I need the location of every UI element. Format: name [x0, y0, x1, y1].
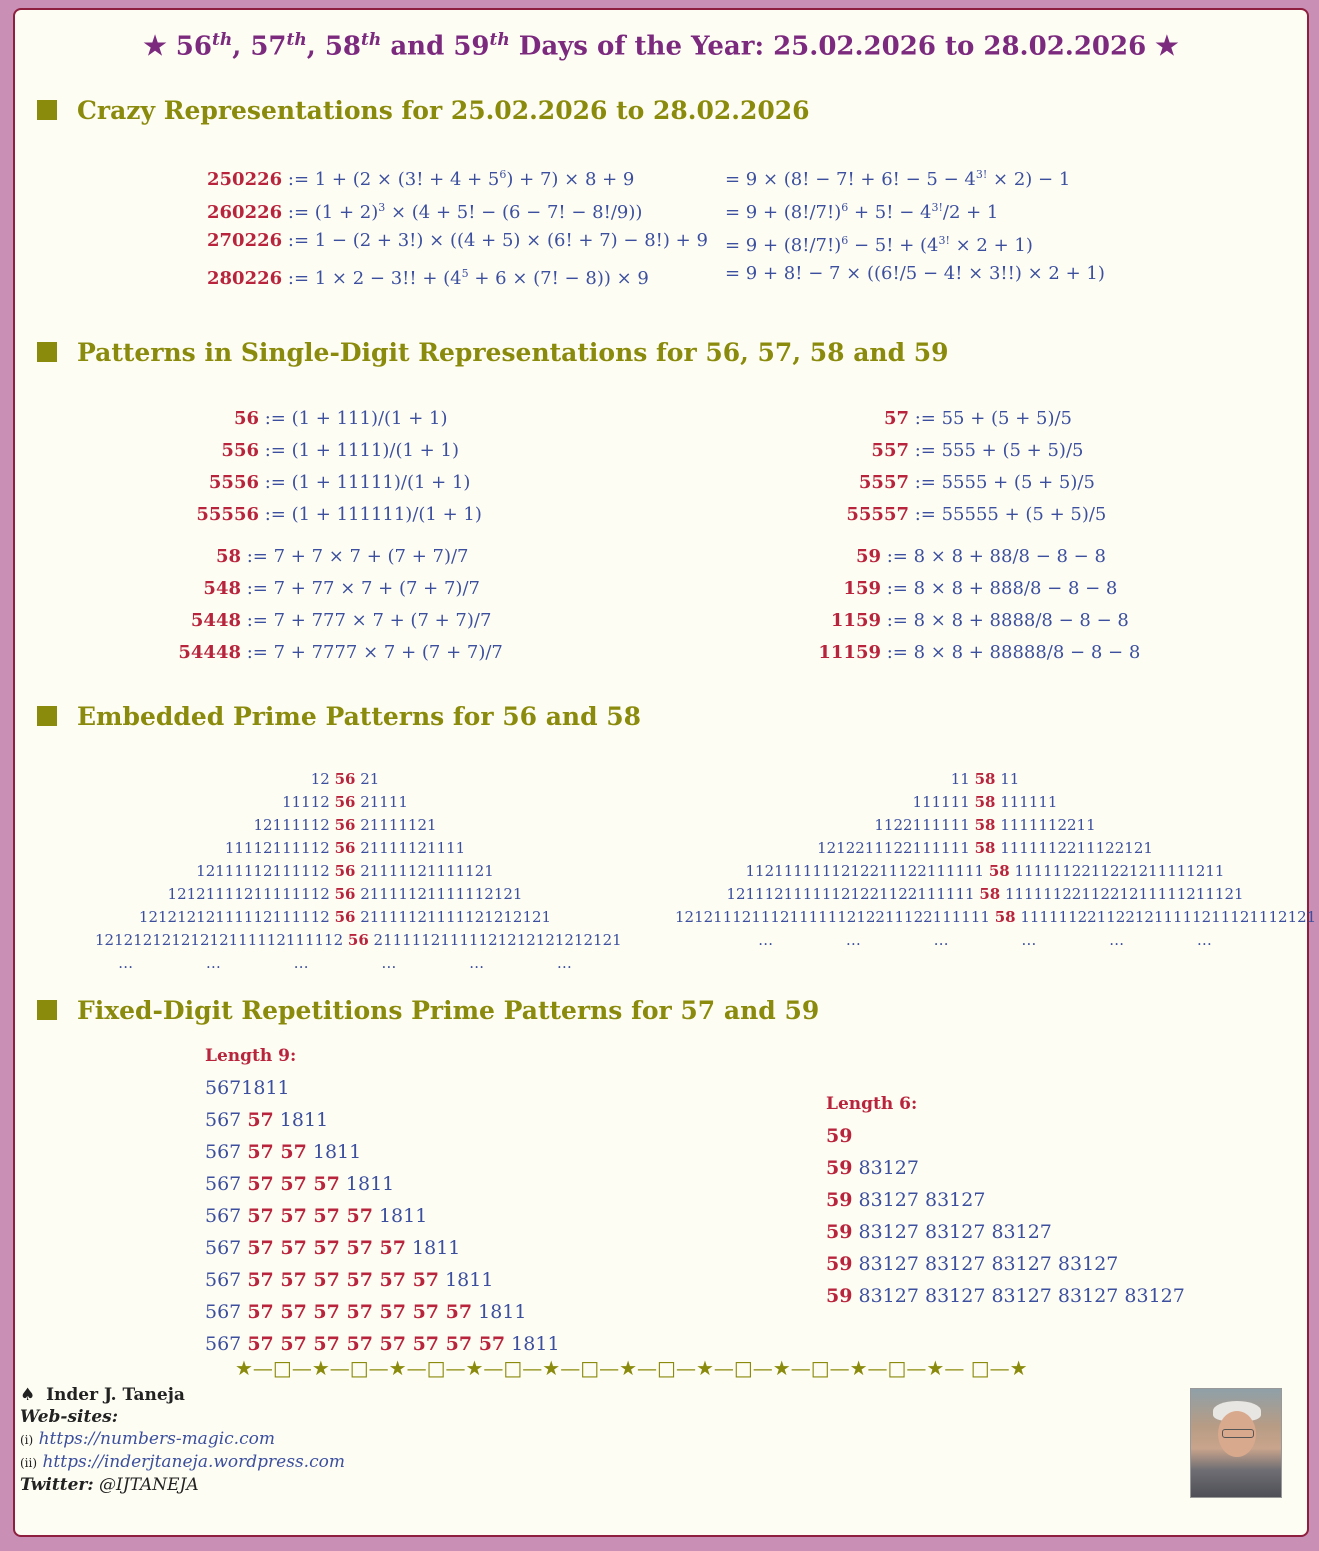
pattern-expression: := 8 × 8 + 88888/8 − 8 − 8: [881, 642, 1141, 663]
pattern-row: [825, 435, 1106, 467]
repeated-digits: 57 57 57 57 57 57: [247, 1269, 440, 1291]
pattern-row: [805, 605, 1140, 637]
pattern-expression: := 7 + 7 × 7 + (7 + 7)/7: [241, 546, 469, 567]
fixed-length-6: [826, 1088, 1185, 1312]
section-heading-crazy: Crazy Representations for 25.02.2026 to 28.02.2026: [37, 96, 810, 125]
repetition-row: 567 57 57 1811: [205, 1141, 362, 1163]
pattern-expression: := 5555 + (5 + 5)/5: [909, 472, 1095, 493]
square-bullet-icon: [37, 100, 57, 120]
embedded-row: 11 58 11: [950, 770, 1020, 788]
crazy-rhs: = 9 × (8! − 7! + 6! − $5 - 4^{3!} \times 2) - 1$: [725, 168, 1071, 190]
repetition-row: 59 83127 83127 83127 83127: [826, 1253, 1119, 1275]
square-bullet-icon: [37, 1000, 57, 1020]
embedded-pattern-58: [675, 768, 1317, 952]
crazy-number: 250226: [207, 169, 283, 190]
pattern-row: [165, 573, 503, 605]
embedded-row: 12 56 21: [310, 770, 380, 788]
crazy-rhs: = $9 + (8!/7!)^6 + 5$! − $4^{3!}/2 + 1$: [725, 201, 999, 223]
embedded-row: 111111 58 111111: [912, 793, 1058, 811]
star-icon: ★: [143, 31, 167, 62]
embedded-center: 56: [334, 793, 356, 811]
pattern-expression: := 7 + 77 × 7 + (7 + 7)/7: [241, 578, 480, 599]
pattern-expression: := 555 + (5 + 5)/5: [909, 440, 1084, 461]
repetition-row: 59 83127: [826, 1157, 919, 1179]
pattern-row: [165, 541, 503, 573]
pattern-number: 1159: [830, 610, 881, 631]
pattern-number: 55557: [846, 504, 909, 525]
prime-prefix: 59: [826, 1253, 853, 1275]
page-card: [13, 8, 1317, 1537]
pattern-row: [805, 541, 1140, 573]
length-9-label: Length 9:: [205, 1046, 297, 1066]
pattern-expression: := (1 + 111)/(1 + 1): [259, 408, 448, 429]
prime-prefix: 59: [826, 1125, 853, 1147]
prime-prefix: 59: [826, 1189, 853, 1211]
pattern-number: 56: [233, 408, 259, 429]
embedded-center: 56: [334, 816, 356, 834]
repeated-digits: 57 57: [247, 1141, 307, 1163]
embedded-center: 56: [334, 770, 356, 788]
repetition-row: 567 57 57 57 1811: [205, 1173, 395, 1195]
prime-prefix: 59: [826, 1221, 853, 1243]
embedded-center: 56: [334, 885, 356, 903]
pattern-row: [805, 573, 1140, 605]
repetition-row: 567 57 57 57 57 57 57 1811: [205, 1269, 494, 1291]
section-heading-patterns: Patterns in Single-Digit Representations for 56, 57, 58 and 59: [37, 338, 949, 367]
website-link-1[interactable]: https://numbers-magic.com: [38, 1429, 275, 1449]
websites-label: Web-sites:: [20, 1407, 119, 1427]
page-title: ★ 56th, 57th, 58th and 59th Days of the Year: 25.02.2026 to 28.02.2026 ★: [143, 30, 1179, 62]
crazy-row: [207, 158, 1071, 191]
crazy-lhs: 280226 := 1 × 2 − 3!! + ($4^5 + 6 \times (7$! − 8)) × 9: [207, 267, 649, 289]
prime-prefix: 59: [826, 1285, 853, 1307]
pattern-row: [165, 435, 482, 467]
prime-prefix: 59: [826, 1157, 853, 1179]
patterns-57: [825, 403, 1106, 531]
pattern-expression: := 7 + 7777 × 7 + (7 + 7)/7: [241, 642, 503, 663]
embedded-center: 58: [974, 816, 996, 834]
embedded-row: 11112111112 56 21111121111: [224, 839, 466, 857]
pattern-row: [165, 467, 482, 499]
repetition-row: 59 83127 83127 83127: [826, 1221, 1052, 1243]
embedded-pattern-56: [95, 768, 622, 975]
embedded-center: 58: [979, 885, 1001, 903]
pattern-expression: := 55 + (5 + 5)/5: [909, 408, 1073, 429]
embedded-center: 58: [974, 770, 996, 788]
pattern-expression: := 8 × 8 + 8888/8 − 8 − 8: [881, 610, 1129, 631]
section-heading-fixed: Fixed-Digit Repetitions Prime Patterns for 57 and 59: [37, 996, 819, 1025]
patterns-59: [805, 541, 1140, 669]
embedded-row: 12121212121212111112111112 56 21111121111121212121212121: [95, 931, 622, 949]
twitter-handle[interactable]: @IJTANEJA: [99, 1475, 199, 1495]
pattern-number: 58: [215, 546, 241, 567]
embedded-center: 56: [334, 839, 356, 857]
spade-icon: ♠: [20, 1385, 36, 1405]
embedded-row: 1122111111 58 1111112211: [874, 816, 1096, 834]
embedded-row: 12111211111121221122111111 58 1111112211221211111211121: [726, 885, 1244, 903]
pattern-expression: := (1 + 1111)/(1 + 1): [259, 440, 459, 461]
ellipsis: … … … … … …: [758, 931, 1212, 949]
pattern-expression: := (1 + 11111)/(1 + 1): [259, 472, 471, 493]
embedded-center: 56: [347, 931, 369, 949]
star-icon: ★: [1155, 31, 1179, 62]
repetition-row: 567 57 57 57 57 57 57 57 1811: [205, 1301, 527, 1323]
repetition-row: 567 57 57 57 57 1811: [205, 1205, 428, 1227]
pattern-number: 5557: [858, 472, 909, 493]
section-heading-embedded: Embedded Prime Patterns for 56 and 58: [37, 702, 641, 731]
patterns-56: [165, 403, 482, 531]
embedded-center: 56: [334, 908, 356, 926]
embedded-center: 58: [988, 862, 1010, 880]
embedded-center: 58: [994, 908, 1016, 926]
pattern-expression: := 8 × 8 + 888/8 − 8 − 8: [881, 578, 1118, 599]
pattern-row: [825, 403, 1106, 435]
embedded-row: 12111112111112 56 21111121111121: [196, 862, 494, 880]
repeated-digits: 57 57 57: [247, 1173, 340, 1195]
crazy-number: 280226: [207, 268, 283, 289]
pattern-number: 557: [871, 440, 909, 461]
pattern-expression: := 7 + 777 × 7 + (7 + 7)/7: [241, 610, 492, 631]
repeated-digits: 57 57 57 57: [247, 1205, 373, 1227]
footer: ♠ Inder J. Taneja Web-sites: (i) https://numbers-magic.com (ii) https://inderjtaneja.wordpress.com Twitter: @IJTANEJA: [20, 1385, 345, 1495]
crazy-lhs: 250226 := 1 + (2 × (3! + $4 + 5^6) + 7) \times 8 + 9$: [207, 168, 635, 190]
repetition-row: 567 57 57 57 57 57 1811: [205, 1237, 461, 1259]
pattern-number: 5448: [190, 610, 241, 631]
fixed-length-9: [205, 1040, 560, 1360]
repetition-row: 59 83127 83127 83127 83127 83127: [826, 1285, 1185, 1307]
embedded-center: 56: [334, 862, 356, 880]
pattern-number: 54448: [178, 642, 241, 663]
pattern-number: 11159: [818, 642, 881, 663]
crazy-row: [207, 257, 1105, 290]
pattern-row: [825, 467, 1106, 499]
pattern-row: [825, 499, 1106, 531]
crazy-number: 270226: [207, 230, 283, 251]
ellipsis: … … … … … …: [118, 954, 572, 972]
embedded-row: 11112 56 21111: [282, 793, 408, 811]
repeated-digits: 57: [247, 1109, 274, 1131]
embedded-row: 12111112 56 21111121: [253, 816, 437, 834]
star-divider: ★—□—★—□—★—□—★—□—★—□—★—□—★—□—★—□—★—□—★— □—★: [235, 1356, 1028, 1380]
crazy-number: 260226: [207, 202, 283, 223]
pattern-row: [805, 637, 1140, 669]
crazy-rhs: = $9 + (8!/7!)^6 - 5$! + $(4^{3!} \times 2 + 1)$: [725, 234, 1033, 256]
pattern-number: 159: [843, 578, 881, 599]
patterns-58: [165, 541, 503, 669]
repetition-row: [826, 1120, 1185, 1152]
embedded-row: 12121111211111112 56 21111121111112121: [167, 885, 523, 903]
pattern-row: [165, 605, 503, 637]
pattern-row: [165, 637, 503, 669]
crazy-row: [207, 191, 999, 224]
repeated-digits: 57 57 57 57 57 57 57: [247, 1301, 473, 1323]
pattern-number: 59: [855, 546, 881, 567]
pattern-number: 5556: [208, 472, 259, 493]
length-6-label: Length 6:: [826, 1094, 918, 1114]
pattern-expression: := 55555 + (5 + 5)/5: [909, 504, 1107, 525]
pattern-number: 548: [203, 578, 241, 599]
repeated-digits: 57 57 57 57 57: [247, 1237, 406, 1259]
embedded-center: 58: [974, 793, 996, 811]
repeated-digits: 57 57 57 57 57 57 57 57: [247, 1333, 506, 1355]
author-photo: [1190, 1388, 1282, 1498]
embedded-center: 58: [974, 839, 996, 857]
embedded-row: 12121212111112111112 56 21111121111121212121: [138, 908, 552, 926]
square-bullet-icon: [37, 342, 57, 362]
pattern-expression: := (1 + 111111)/(1 + 1): [259, 504, 482, 525]
square-bullet-icon: [37, 706, 57, 726]
crazy-representations: [207, 158, 1105, 290]
pattern-number: 556: [221, 440, 259, 461]
twitter-label: Twitter:: [20, 1475, 94, 1495]
crazy-rhs: = 9 + 8! − 7 × ((6!/5 − 4! × 3!!) × 2 + 1): [725, 263, 1105, 284]
pattern-row: [165, 403, 482, 435]
embedded-row: 1121111111212211122111111 58 1111112211221211111211: [745, 862, 1225, 880]
repetition-row: 567 57 1811: [205, 1109, 329, 1131]
repetition-row: 567 57 57 57 57 57 57 57 57 1811: [205, 1333, 560, 1355]
repetition-row: 5671811: [205, 1077, 290, 1099]
pattern-expression: := 8 × 8 + 88/8 − 8 − 8: [881, 546, 1106, 567]
embedded-row: 1212211122111111 58 1111112211122121: [817, 839, 1153, 857]
author-name: Inder J. Taneja: [46, 1385, 185, 1405]
embedded-row: 121211121112111111212211122111111 58 1111112211221211111211121112121: [675, 908, 1317, 926]
website-link-2[interactable]: https://inderjtaneja.wordpress.com: [42, 1452, 345, 1472]
crazy-row: [207, 224, 1033, 257]
pattern-number: 55556: [196, 504, 259, 525]
pattern-row: [165, 499, 482, 531]
repetition-row: 59 83127 83127: [826, 1189, 986, 1211]
crazy-lhs: 260226 := $(1 + 2)^3 \times (4 + 5$! − (6 − 7! − 8!/9)): [207, 201, 643, 223]
crazy-lhs: 270226 := 1 − (2 + 3!) × ((4 + 5) × (6! + 7) − 8!) + 9: [207, 230, 708, 251]
pattern-number: 57: [883, 408, 909, 429]
